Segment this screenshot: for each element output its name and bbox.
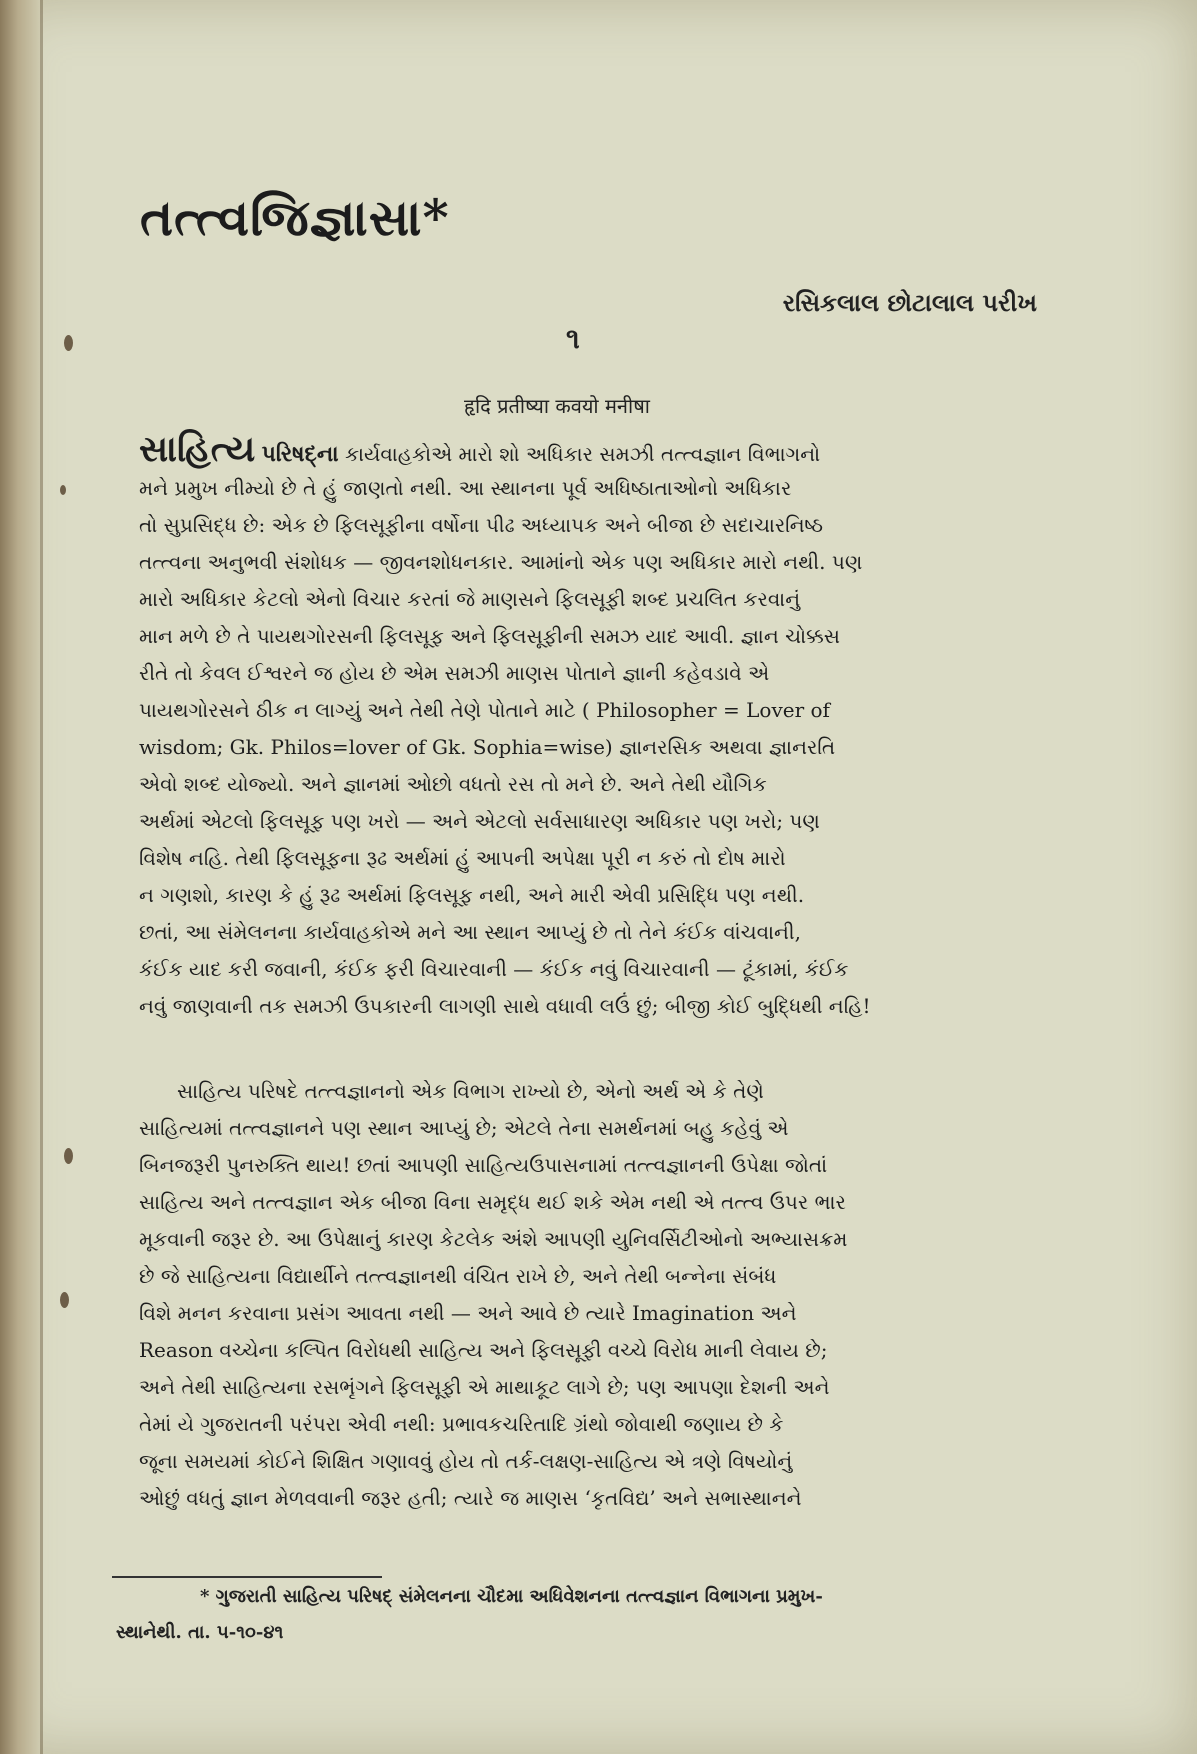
- paragraph-line: ન ગણશો, કારણ કે હું રૂઢ અર્થમાં ફિલસૂફ નથી, અને મારી એવી પ્રસિદ્ધિ પણ નથી.: [139, 883, 805, 907]
- author-name: રસિકલાલ છોટાલાલ પરીખ: [782, 288, 1037, 317]
- paragraph-line: બિનજરૂરી પુનરુક્તિ થાય! છતાં આપણી સાહિત્યઉપાસનામાં તત્ત્વજ્ઞાનની ઉપેક્ષા જોતાં: [139, 1153, 828, 1177]
- paragraph-line: મારો અધિકાર કેટલો એનો વિચાર કરતાં જે માણસને ફિલસૂફી શબ્દ પ્રચલિત કરવાનું: [139, 587, 801, 611]
- paragraph-line: છતાં, આ સંમેલનના કાર્યવાહકોએ મને આ સ્થાન આપ્યું છે તો તેને કંઈક વાંચવાની,: [139, 920, 801, 944]
- paragraph-line: કંઈક યાદ કરી જવાની, કંઈક ફરી વિચારવાની — કંઈક નવું વિચારવાની — ટૂંકામાં, કંઈક: [139, 957, 849, 981]
- paragraph-1: [139, 420, 1036, 1025]
- paragraph-line: મૂકવાની જરૂર છે. આ ઉપેક્ષાનું કારણ કેટલેક અંશે આપણી યુનિવર્સિટીઓનો અભ્યાસક્રમ: [139, 1227, 848, 1251]
- paragraph-line: રીતે તો કેવલ ઈશ્વરને જ હોય છે એમ સમઝી માણસ પોતાને જ્ઞાની કહેવડાવે એ: [139, 661, 770, 685]
- sanskrit-epigraph: हृदि प्रतीष्या कवयो मनीषा: [464, 394, 650, 418]
- binding-hole: [60, 1292, 69, 1308]
- paragraph-line: તો સુપ્રસિદ્ધ છે: એક છે ફિલસૂફીના વર્ષોના પીઢ અધ્યાપક અને બીજા છે સદાચારનિષ્ઠ: [139, 513, 824, 537]
- paragraph-line: માન મળે છે તે પાયથગોરસની ફિલસૂફ અને ફિલસૂફીની સમઝ યાદ આવી. જ્ઞાન ચોક્કસ: [139, 624, 840, 648]
- footnote-line-2: સ્થાનેથી. તા. ૫-૧૦-૪૧: [116, 1622, 284, 1643]
- footnote-divider: [112, 1576, 382, 1578]
- binding-hole: [60, 485, 66, 495]
- lead-word-rest: પરિષદ્‌ના: [261, 441, 339, 467]
- paragraph-2: [139, 1073, 1036, 1517]
- paragraph-line: તેમાં યે ગુજરાતની પરંપરા એવી નથી: પ્રભાવકચરિતાદિ ગ્રંથો જોવાથી જણાય છે કે: [139, 1412, 784, 1436]
- binding-edge: [40, 0, 43, 1754]
- section-number: ૧: [566, 322, 580, 355]
- paragraph-line: તત્ત્વના અનુભવી સંશોધક — જીવનશોધનકાર. આમાંનો એક પણ અધિકાર મારો નથી. પણ: [139, 550, 863, 574]
- paragraph-line: મને પ્રમુખ નીમ્યો છે તે હું જાણતો નથી. આ સ્થાનના પૂર્વ અધિષ્ઠાતાઓનો અધિકાર: [139, 476, 792, 500]
- article-title: તત્ત્વજિજ્ઞાસા*: [140, 188, 450, 247]
- paragraph-line: ઓછું વધતું જ્ઞાન મેળવવાની જરૂર હતી; ત્યારે જ માણસ ‘કૃતવિદ્ય’ અને સભાસ્થાનને: [139, 1486, 802, 1510]
- paragraph-line: નવું જાણવાની તક સમઝી ઉપકારની લાગણી સાથે વધાવી લઉં છું; બીજી કોઈ બુદ્ધિથી નહિ!: [139, 994, 871, 1018]
- paragraph-line: અને તેથી સાહિત્યના રસભૃંગને ફિલસૂફી એ માથાકૂટ લાગે છે; પણ આપણા દેશની અને: [139, 1375, 830, 1399]
- paragraph-line: wisdom; Gk. Philos=lover of Gk. Sophia=wise) જ્ઞાનરસિક અથવા જ્ઞાનરતિ: [139, 735, 836, 759]
- paragraph-line: વિશે મનન કરવાના પ્રસંગ આવતા નથી — અને આવે છે ત્યારે Imagination અને: [139, 1301, 797, 1325]
- paragraph-line: સાહિત્યમાં તત્ત્વજ્ઞાનને પણ સ્થાન આપ્યું છે; એટલે તેના સમર્થનમાં બહુ કહેવું એ: [139, 1116, 789, 1140]
- paragraph-line: Reason વચ્ચેના કલ્પિત વિરોધથી સાહિત્ય અને ફિલસૂફી વચ્ચે વિરોધ માની લેવાય છે;: [139, 1338, 828, 1362]
- paragraph-line: છે જે સાહિત્યના વિદ્યાર્થીને તત્ત્વજ્ઞાનથી વંચિત રાખે છે, અને તેથી બન્નેના સંબંધ: [139, 1264, 777, 1288]
- page-binding: [0, 0, 40, 1754]
- paragraph-line: સાહિત્ય પરિષદે તત્ત્વજ્ઞાનનો એક વિભાગ રાખ્યો છે, એનો અર્થ એ કે તેણે: [177, 1079, 764, 1103]
- paragraph-line: વિશેષ નહિ. તેથી ફિલસૂફના રૂઢ અર્થમાં હું આપની અપેક્ષા પૂરી ન કરું તો દોષ મારો: [139, 846, 786, 870]
- paragraph-line: એવો શબ્દ યોજ્યો. અને જ્ઞાનમાં ઓછો વધતો રસ તો મને છે. અને તેથી યૌગિક: [139, 772, 767, 796]
- paragraph-line: સાહિત્ય અને તત્ત્વજ્ઞાન એક બીજા વિના સમૃદ્ધ થઈ શકે એમ નથી એ તત્ત્વ ઉપર ભાર: [139, 1190, 846, 1214]
- paragraph-line: [139, 420, 1036, 470]
- paragraph-line: અર્થમાં એટલો ફિલસૂફ પણ ખરો — અને એટલો સર્વસાધારણ અધિકાર પણ ખરો; પણ: [139, 809, 820, 833]
- binding-hole: [64, 1148, 73, 1164]
- drop-lead-word: સાહિત્ય: [139, 428, 256, 470]
- paragraph-line-text: કાર્યવાહકોએ મારો શો અધિકાર સમઝી તત્ત્વજ્ઞાન વિભાગનો: [344, 442, 821, 466]
- paragraph-line: જૂના સમયમાં કોઈને શિક્ષિત ગણાવવું હોય તો તર્ક-લક્ષણ-સાહિત્ય એ ત્રણે વિષયોનું: [139, 1449, 793, 1473]
- footnote-line-1: * ગુજરાતી સાહિત્ય પરિષદ્ સંમેલનના ચૌદમા અધિવેશનના તત્ત્વજ્ઞાન વિભાગના પ્રમુખ-: [200, 1586, 823, 1607]
- paragraph-line: પાયથગોરસને ઠીક ન લાગ્યું અને તેથી તેણે પોતાને માટે ( Philosopher = Lover of: [139, 698, 830, 722]
- binding-hole: [64, 335, 73, 351]
